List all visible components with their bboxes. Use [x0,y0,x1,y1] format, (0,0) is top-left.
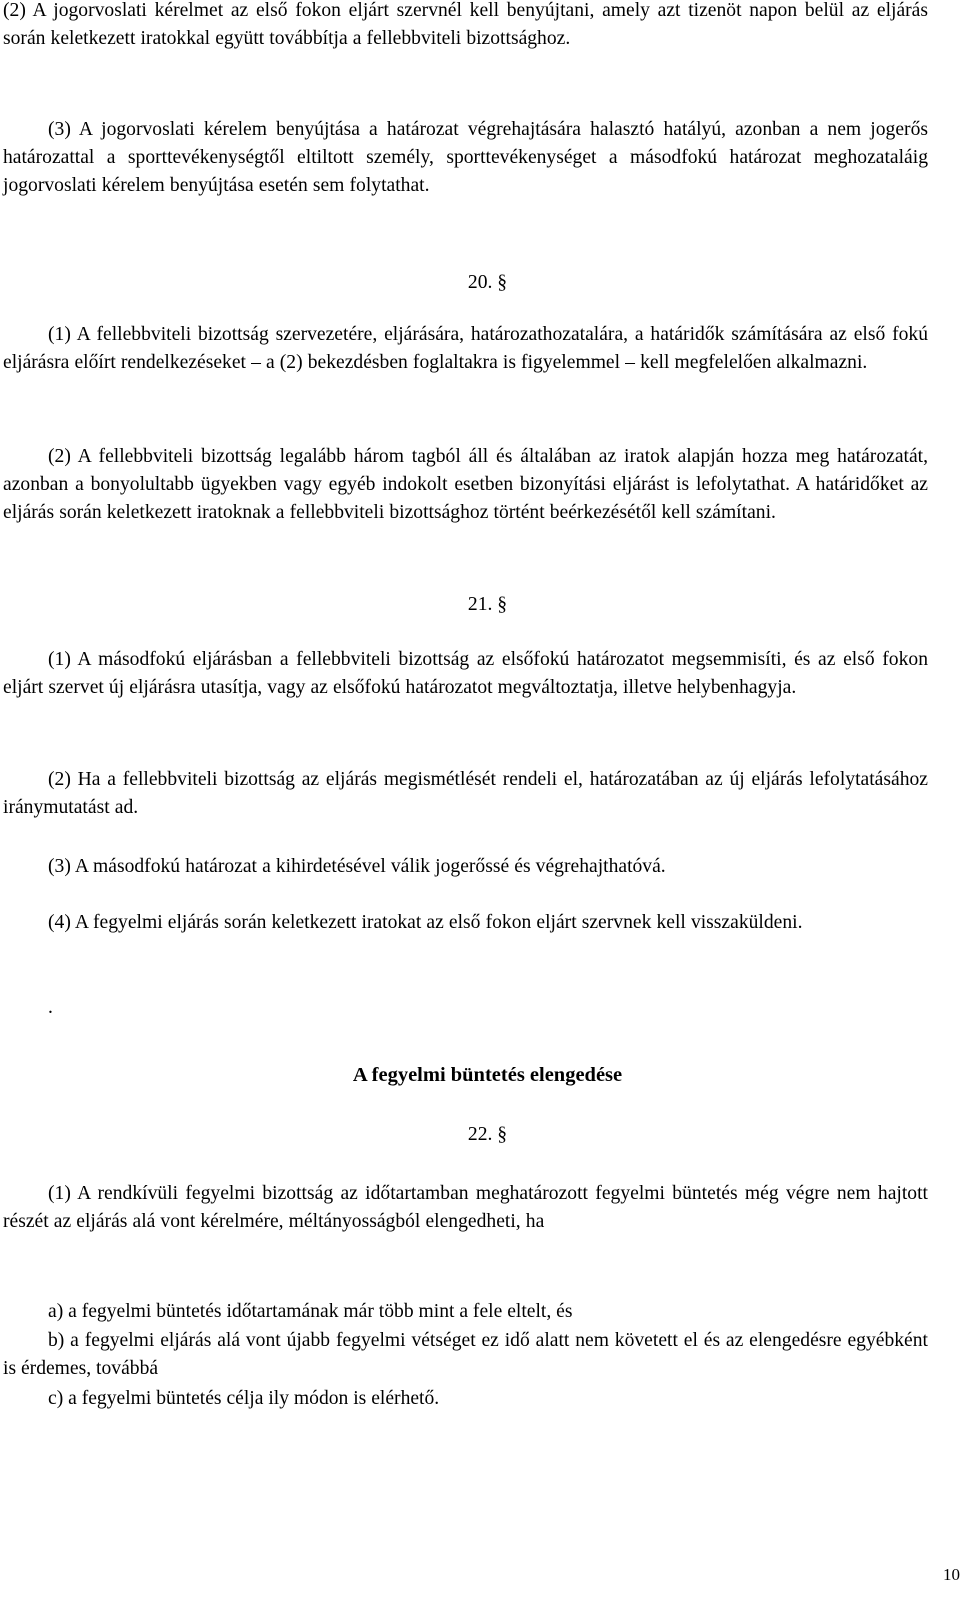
section-number-21: 21. § [467,594,508,615]
list-item-b: b) a fegyelmi eljárás alá vont újabb fegyelmi vétséget ez idő alatt nem követett el és az elengedésre egyébként is érdemes, továbbá [3,1330,928,1379]
paragraph-20-2: (2) A fellebbviteli bizottság legalább három tagból áll és általában az iratok alapján hozza meg határozatát, azonban a bonyolultabb ügyekben vagy egyéb indokolt esetben bizonyítási eljárást is lefolytathat. A határidőket az eljárás során keletkezett iratoknak a fellebbviteli bizottsághoz történt beérkezésétől kell számítani. [3,446,928,523]
list-item-a: a) a fegyelmi büntetés időtartamának már több mint a fele eltelt, és [48,1301,573,1322]
stray-dot: . [48,997,53,1018]
heading-section-22: A fegyelmi büntetés elengedése [352,1064,623,1086]
paragraph-19-2: (2) A jogorvoslati kérelmet az első fokon eljárt szervnél kell benyújtani, amely azt tizenöt napon belül az eljárás során keletkezett iratokkal együtt továbbítja a fellebbviteli bizottsághoz. [3,0,928,49]
paragraph-19-3: (3) A jogorvoslati kérelem benyújtása a határozat végrehajtására halasztó hatályú, azonban a nem jogerős határozattal a sporttevékenységtől eltiltott személy, sporttevékenységet a másodfokú határozat meghozataláig jogorvoslati kérelem benyújtása esetén sem folytathat. [3,119,928,196]
section-number-20: 20. § [467,272,508,293]
paragraph-20-1: (1) A fellebbviteli bizottság szervezetére, eljárására, határozathozatalára, a határidők számítására az első fokú eljárásra előírt rendelkezéseket – a (2) bekezdésben foglaltakra is figyelemmel – kell megfelelően alkalmazni. [3,324,928,373]
paragraph-21-2: (2) Ha a fellebbviteli bizottság az eljárás megismétlését rendeli el, határozatában az új eljárás lefolytatásához iránymutatást ad. [3,769,928,818]
paragraph-22-1: (1) A rendkívüli fegyelmi bizottság az időtartamban meghatározott fegyelmi büntetés még végre nem hajtott részét az eljárás alá vont kérelmére, méltányosságból elengedheti, ha [3,1183,928,1232]
paragraph-21-3: (3) A másodfokú határozat a kihirdetésével válik jogerőssé és végrehajthatóvá. [48,856,666,877]
section-number-22: 22. § [467,1124,508,1145]
page-number: 10 [943,1565,960,1584]
paragraph-21-4: (4) A fegyelmi eljárás során keletkezett iratokat az első fokon eljárt szervnek kell visszaküldeni. [48,912,803,933]
list-item-c: c) a fegyelmi büntetés célja ily módon is elérhető. [48,1388,440,1409]
paragraph-21-1: (1) A másodfokú eljárásban a fellebbviteli bizottság az elsőfokú határozatot megsemmisíti, és az első fokon eljárt szervet új eljárásra utasítja, vagy az elsőfokú határozatot megváltoztatja, illetve helybenhagyja. [3,649,928,698]
